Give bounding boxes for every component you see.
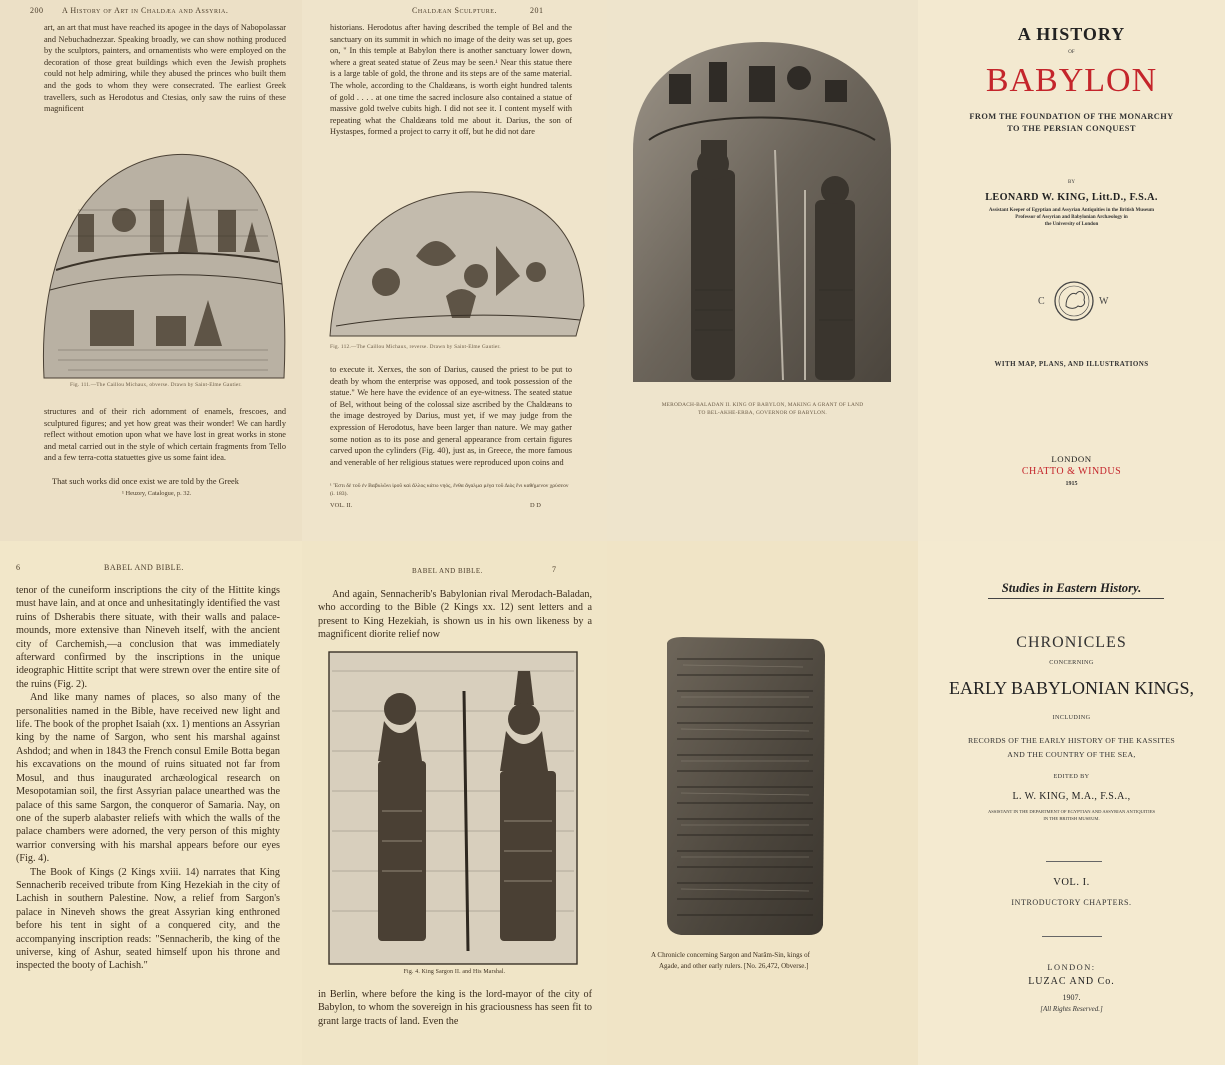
caillou-michaux-obverse-illustration: [38, 150, 290, 384]
title-concerning: CONCERNING: [1049, 659, 1094, 666]
body-text-top: historians. Herodotus after having described the temple of Bel and the sanctuary on its summit in which no image of the deity was set up, goes on, " In this temple at Babylon there is another sanctuary lower down, where a great seated statue of Zeus may be seen.¹ Near this statue there is a large table of gold, the throne and its steps are of the same material. The whole, according to the Chaldæans, is worth eight hundred talents of gold . . . . at one time the sacred inclosure also contained a statue of massive gold twelve cubits high. I did not see it. I content myself with repeating what the Chaldæans told me about it. Darius, the son of Hystaspes, formed a project to carry it off, but he did not dare: [330, 23, 572, 137]
body-text-bottom: structures and of their rich adornment of enamels, frescoes, and sculptured figures; and yet how great was their wonder! We can hardly reflect without emotion upon what we have lost in great works in stone and metal carried out in the style of which certain fragments from Tello and a few terra-cotta statuettes give us some faint idea.: [44, 407, 286, 463]
title-babylon: BABYLON: [985, 62, 1158, 99]
running-header: Chaldæan Sculpture.: [412, 6, 497, 15]
caillou-michaux-reverse-illustration: [326, 186, 588, 340]
records-line-1: RECORDS OF THE EARLY HISTORY OF THE KASSITES: [967, 736, 1175, 745]
by-label: BY: [1068, 180, 1075, 185]
plate-chronicle-tablet: [607, 541, 918, 1065]
plate-caption-line-1: A Chronicle concerning Sargon and Narâm-Sin, kings of: [651, 951, 810, 959]
imprint-city: LONDON: [1051, 454, 1092, 464]
page-number: 7: [552, 565, 557, 574]
page-201-chaldaean-sculpture: [302, 0, 607, 541]
figure-caption: Fig. 112.—The Caillou Michaux, reverse. Drawn by Saint-Elme Gautier.: [330, 344, 501, 350]
imprint-city: LONDON:: [1047, 963, 1096, 972]
author-affiliation-2: Professor of Assyrian and Babylonian Archæology in: [1015, 215, 1128, 220]
with-map-note: WITH MAP, PLANS, AND ILLUSTRATIONS: [994, 360, 1149, 368]
sargon-and-marshal-engraving: [328, 651, 578, 965]
page-number: 201: [530, 6, 544, 15]
volume-label: VOL. I.: [1053, 877, 1090, 888]
footnote: ¹ Ἔστι δὲ τοῦ ἐν Βαβυλῶνι ἱροῦ καὶ ἄλλος κάτω νηός, ἔνθα ἄγαλμα μέγα τοῦ Διὸς ἔνι καθήμενον χρύσεον (i. 183).: [330, 483, 569, 497]
plate-caption-line-2: Agade, and other early rulers. [No. 26,472, Obverse.]: [659, 962, 809, 970]
plate-caption-line-2: TO BEL-AKHE-ERBA, GOVERNOR OF BABYLON.: [698, 410, 827, 416]
divider-rule: [1046, 861, 1102, 862]
device-letter-right: W: [1099, 296, 1109, 307]
title-page-history-of-babylon: [918, 0, 1225, 541]
body-text-bottom: in Berlin, where before the king is the lord-mayor of the city of Babylon, to whom the sovereign in his graciousness has seen fit to grant large tracts of land. Even the: [318, 989, 592, 1027]
publisher-medallion-icon: [1053, 280, 1095, 322]
plate-merodach-baladan: [607, 0, 918, 541]
body-text: [16, 584, 280, 973]
figure-caption: Fig. 111.—The Caillou Michaux, obverse. Drawn by Saint-Elme Gautier.: [70, 382, 242, 388]
page-7-babel-and-bible: [302, 541, 607, 1065]
volume-subtitle: INTRODUCTORY CHAPTERS.: [1011, 898, 1132, 907]
paragraph-2: And like many names of places, so also many of the personalities named in the Bible, have received new light and life. The book of the prophet Isaiah (xx. 1) mentions an Assyrian king by the name of Sargon, who sent his marshal against Ashdod; and when in 1843 the French consul Emile Botta began his excavations on the mound of ruins situated not far from Mosul, and thus inaugurated archæological research on Mesopotamian soil, the first Assyrian palace unearthed was the palace of this same Sargon, the conqueror of Samaria. Nay, on one of the superb alabaster reliefs with which the walls of the palace chambers were adorned, the very person of this mighty warrior conversing with his marshal appears before our eyes (Fig. 4).: [16, 692, 280, 865]
editor-affiliation-1: ASSISTANT IN THE DEPARTMENT OF EGYPTIAN AND ASSYRIAN ANTIQUITIES: [987, 809, 1156, 814]
paragraph-1: tenor of the cuneiform inscriptions the city of the Hittite kings must have lain, and at once and unhesitatingly identified the vast ruins of Dsherabis there situate, with their walls and palace-mounds, more extensive than Nineveh itself, with the ancient city of Carchemish,—a conclusion that was immediately afterward confirmed by the inscriptions in the unique ideographic Hittite script that were strewn over the entire site of the ruins (Fig. 2).: [16, 585, 280, 690]
running-header: BABEL AND BIBLE.: [412, 567, 483, 575]
body-text-bottom: to execute it. Xerxes, the son of Darius, caused the priest to be put to death by whom the enterprise was opposed, and took possession of the statue." We here have the evidence of an eye-witness. The seated statue of Bel, without being of the colossal size ascribed by the Chaldæans to the image destroyed by Darius, must yet, if we may judge from the expression of Herodotus, have been larger than nature. We may gather some notion as to its pose and general appearance from certain figures carved upon the cylinders (Fig. 40), just as, in Greece, the more famous and venerable of her religious statues were reproduced upon coins and: [330, 365, 572, 467]
title-page-chronicles-early-babylonian-kings: [918, 541, 1225, 1065]
page-number: 200: [30, 6, 44, 15]
page-200-art-history: [0, 0, 302, 541]
series-title: Studies in Eastern History.: [1001, 581, 1142, 595]
subtitle-line-2: TO THE PERSIAN CONQUEST: [1007, 124, 1136, 133]
editor-affiliation-2: IN THE BRITISH MUSEUM.: [1043, 816, 1100, 821]
body-text-top: art, an art that must have reached its apogee in the days of Nabopolassar and Nebuchadnezzar. Speaking broadly, we can show nothing produced by the sculptors, painters, and ornamentists who were employed on the decoration of those great buildings which even the Jewish prophets could not help admiring, while they abused the princes who built them and the gods to whom they were consecrated. The earliest Greek travellers, such as Herodotus and Ctesias, only saw the ruins of these magnificent: [44, 23, 286, 114]
body-text-top: And again, Sennacherib's Babylonian rival Merodach-Baladan, who according to the Bible (2 Kings xx. 12) sent letters and a present to King Hezekiah, is shown us in his own likeness by a magnificent diorite relief now: [318, 589, 592, 641]
running-header: BABEL AND BIBLE.: [104, 563, 184, 572]
divider-rule-2: [1042, 936, 1102, 937]
title-a-history: A HISTORY: [1017, 24, 1126, 44]
body-text-last: That such works did once exist we are told by the Greek: [52, 477, 239, 486]
device-letter-left: C: [1038, 296, 1045, 307]
subtitle-line-1: FROM THE FOUNDATION OF THE MONARCHY: [969, 112, 1174, 121]
series-underline: [988, 598, 1164, 599]
page-6-babel-and-bible: [0, 541, 302, 1065]
author-affiliation-1: Assistant Keeper of Egyptian and Assyrian Antiquities in the British Museum: [988, 208, 1155, 213]
imprint-year: 1915: [1065, 481, 1078, 487]
editor-name: L. W. KING, M.A., F.S.A.,: [1012, 791, 1131, 802]
rights-reserved: [All Rights Reserved.]: [1040, 1005, 1103, 1013]
edited-by-label: EDITED BY: [1053, 773, 1090, 780]
page-number: 6: [16, 563, 21, 572]
imprint-publisher: CHATTO & WINDUS: [1021, 466, 1122, 477]
title-main: EARLY BABYLONIAN KINGS,: [948, 678, 1195, 698]
merodach-baladan-relief-photo: [629, 40, 895, 386]
author-name: LEONARD W. KING, Litt.D., F.S.A.: [985, 192, 1158, 203]
title-chronicles: CHRONICLES: [1016, 634, 1127, 651]
figure-caption: Fig. 4. King Sargon II. and His Marshal.: [403, 969, 506, 975]
records-line-2: AND THE COUNTRY OF THE SEA,: [1007, 750, 1136, 759]
running-header: A History of Art in Chaldæa and Assyria.: [62, 6, 229, 15]
cuneiform-tablet-photo: [663, 635, 829, 937]
paragraph-3: The Book of Kings (2 Kings xviii. 14) narrates that King Sennacherib received tribute from King Hezekiah in the city of Lachish in southern Palestine. Now, a relief from Sargon's palace in Nineveh shows the great Assyrian king enthroned before his tent in sight of a conquered city, and the accompanying inscription reads: "Sennacherib, the king of the universe, king of Ashur, seated himself upon his throne and inspected the booty of Lachish.": [16, 866, 280, 972]
imprint-year: 1907.: [1062, 993, 1081, 1002]
imprint-publisher: LUZAC AND Co.: [1028, 976, 1115, 987]
footnote: ¹ Heuzey, Catalogue, p. 32.: [122, 490, 192, 497]
plate-caption-line-1: MERODACH-BALADAN II. KING OF BABYLON, MAKING A GRANT OF LAND: [661, 402, 864, 408]
title-including: INCLUDING: [1052, 714, 1091, 721]
publisher-device: [918, 278, 1225, 328]
author-affiliation-3: the University of London: [1044, 222, 1099, 227]
signature-vol: VOL. II.: [330, 502, 353, 509]
title-of: OF: [1068, 50, 1075, 55]
signature-mark: D D: [530, 502, 541, 509]
